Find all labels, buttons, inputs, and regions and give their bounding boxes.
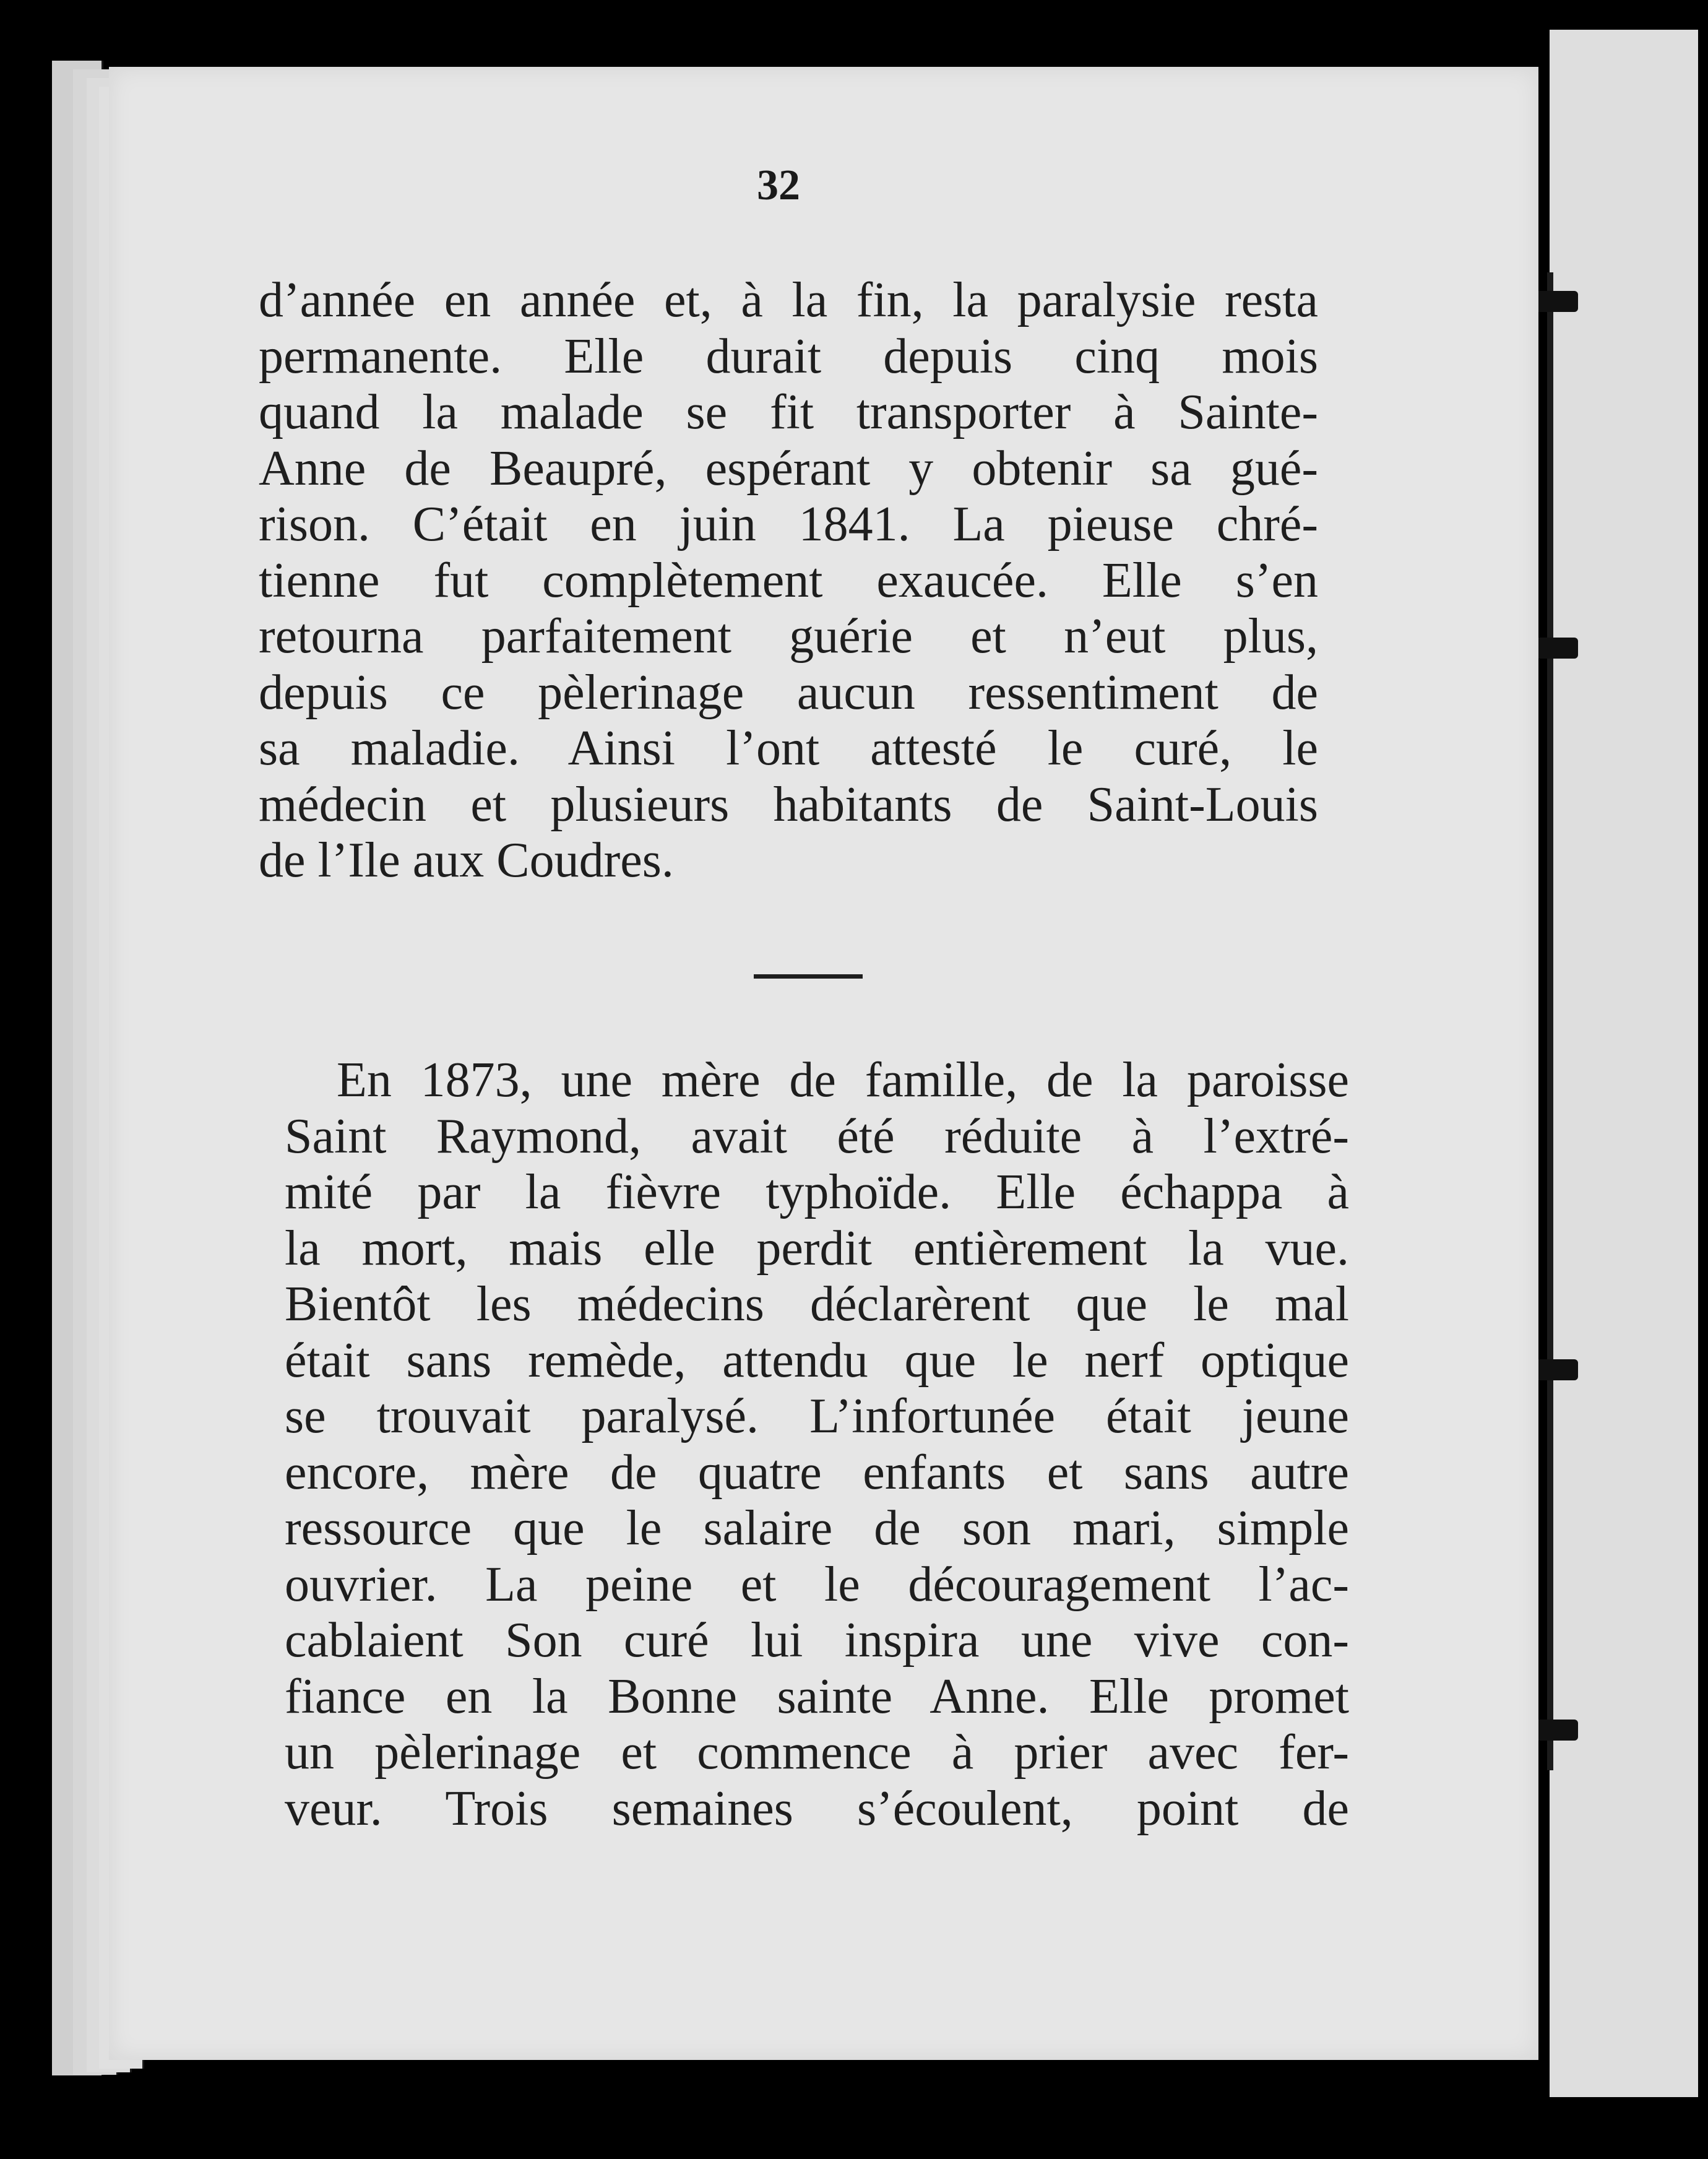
text-line: mité par la fièvre typhoïde. Elle échappa à: [285, 1165, 1349, 1219]
text-line: Saint Raymond, avait été réduite à l’extré-: [285, 1109, 1349, 1164]
section-divider: [754, 974, 863, 979]
text-line: ouvrier. La peine et le découragement l’ac-: [285, 1557, 1349, 1612]
text-line: était sans remède, attendu que le nerf optique: [285, 1333, 1349, 1388]
text-line: sa maladie. Ainsi l’ont attesté le curé, le: [259, 721, 1318, 776]
text-line: cablaient Son curé lui inspira une vive con-: [285, 1613, 1349, 1668]
paragraph-1: [259, 272, 1318, 889]
text-line: Bientôt les médecins déclarèrent que le mal: [285, 1277, 1349, 1331]
text-line: fiance en la Bonne sainte Anne. Elle promet: [285, 1669, 1349, 1724]
text-line: se trouvait paralysé. L’infortunée était jeune: [285, 1389, 1349, 1443]
page-number: 32: [757, 162, 800, 209]
facing-page-edge: [1547, 30, 1698, 2097]
text-line: En 1873, une mère de famille, de la paroisse: [337, 1053, 1349, 1107]
text-line: rison. C’était en juin 1841. La pieuse chré-: [259, 497, 1318, 552]
text-line: de l’Ile aux Coudres.: [259, 833, 674, 888]
text-line: quand la malade se fit transporter à Sainte-: [259, 385, 1318, 439]
text-line: veur. Trois semaines s’écoulent, point de: [285, 1781, 1349, 1836]
text-line: médecin et plusieurs habitants de Saint-Louis: [259, 777, 1318, 832]
text-line: ressource que le salaire de son mari, simple: [285, 1501, 1349, 1555]
text-line: un pèlerinage et commence à prier avec fer-: [285, 1725, 1349, 1780]
book-spine: [1547, 272, 1553, 1770]
text-line: encore, mère de quatre enfants et sans autre: [285, 1445, 1349, 1500]
text-line: Anne de Beaupré, espérant y obtenir sa gué-: [259, 441, 1318, 496]
text-line: tienne fut complètement exaucée. Elle s’en: [259, 553, 1318, 608]
text-line: d’année en année et, à la fin, la paralysie resta: [259, 273, 1318, 327]
text-line: depuis ce pèlerinage aucun ressentiment de: [259, 665, 1318, 720]
text-line: retourna parfaitement guérie et n’eut plus,: [259, 609, 1318, 664]
text-line: permanente. Elle durait depuis cinq mois: [259, 329, 1318, 384]
text-line: la mort, mais elle perdit entièrement la vue.: [285, 1221, 1349, 1276]
paragraph-2: [285, 1052, 1349, 1837]
